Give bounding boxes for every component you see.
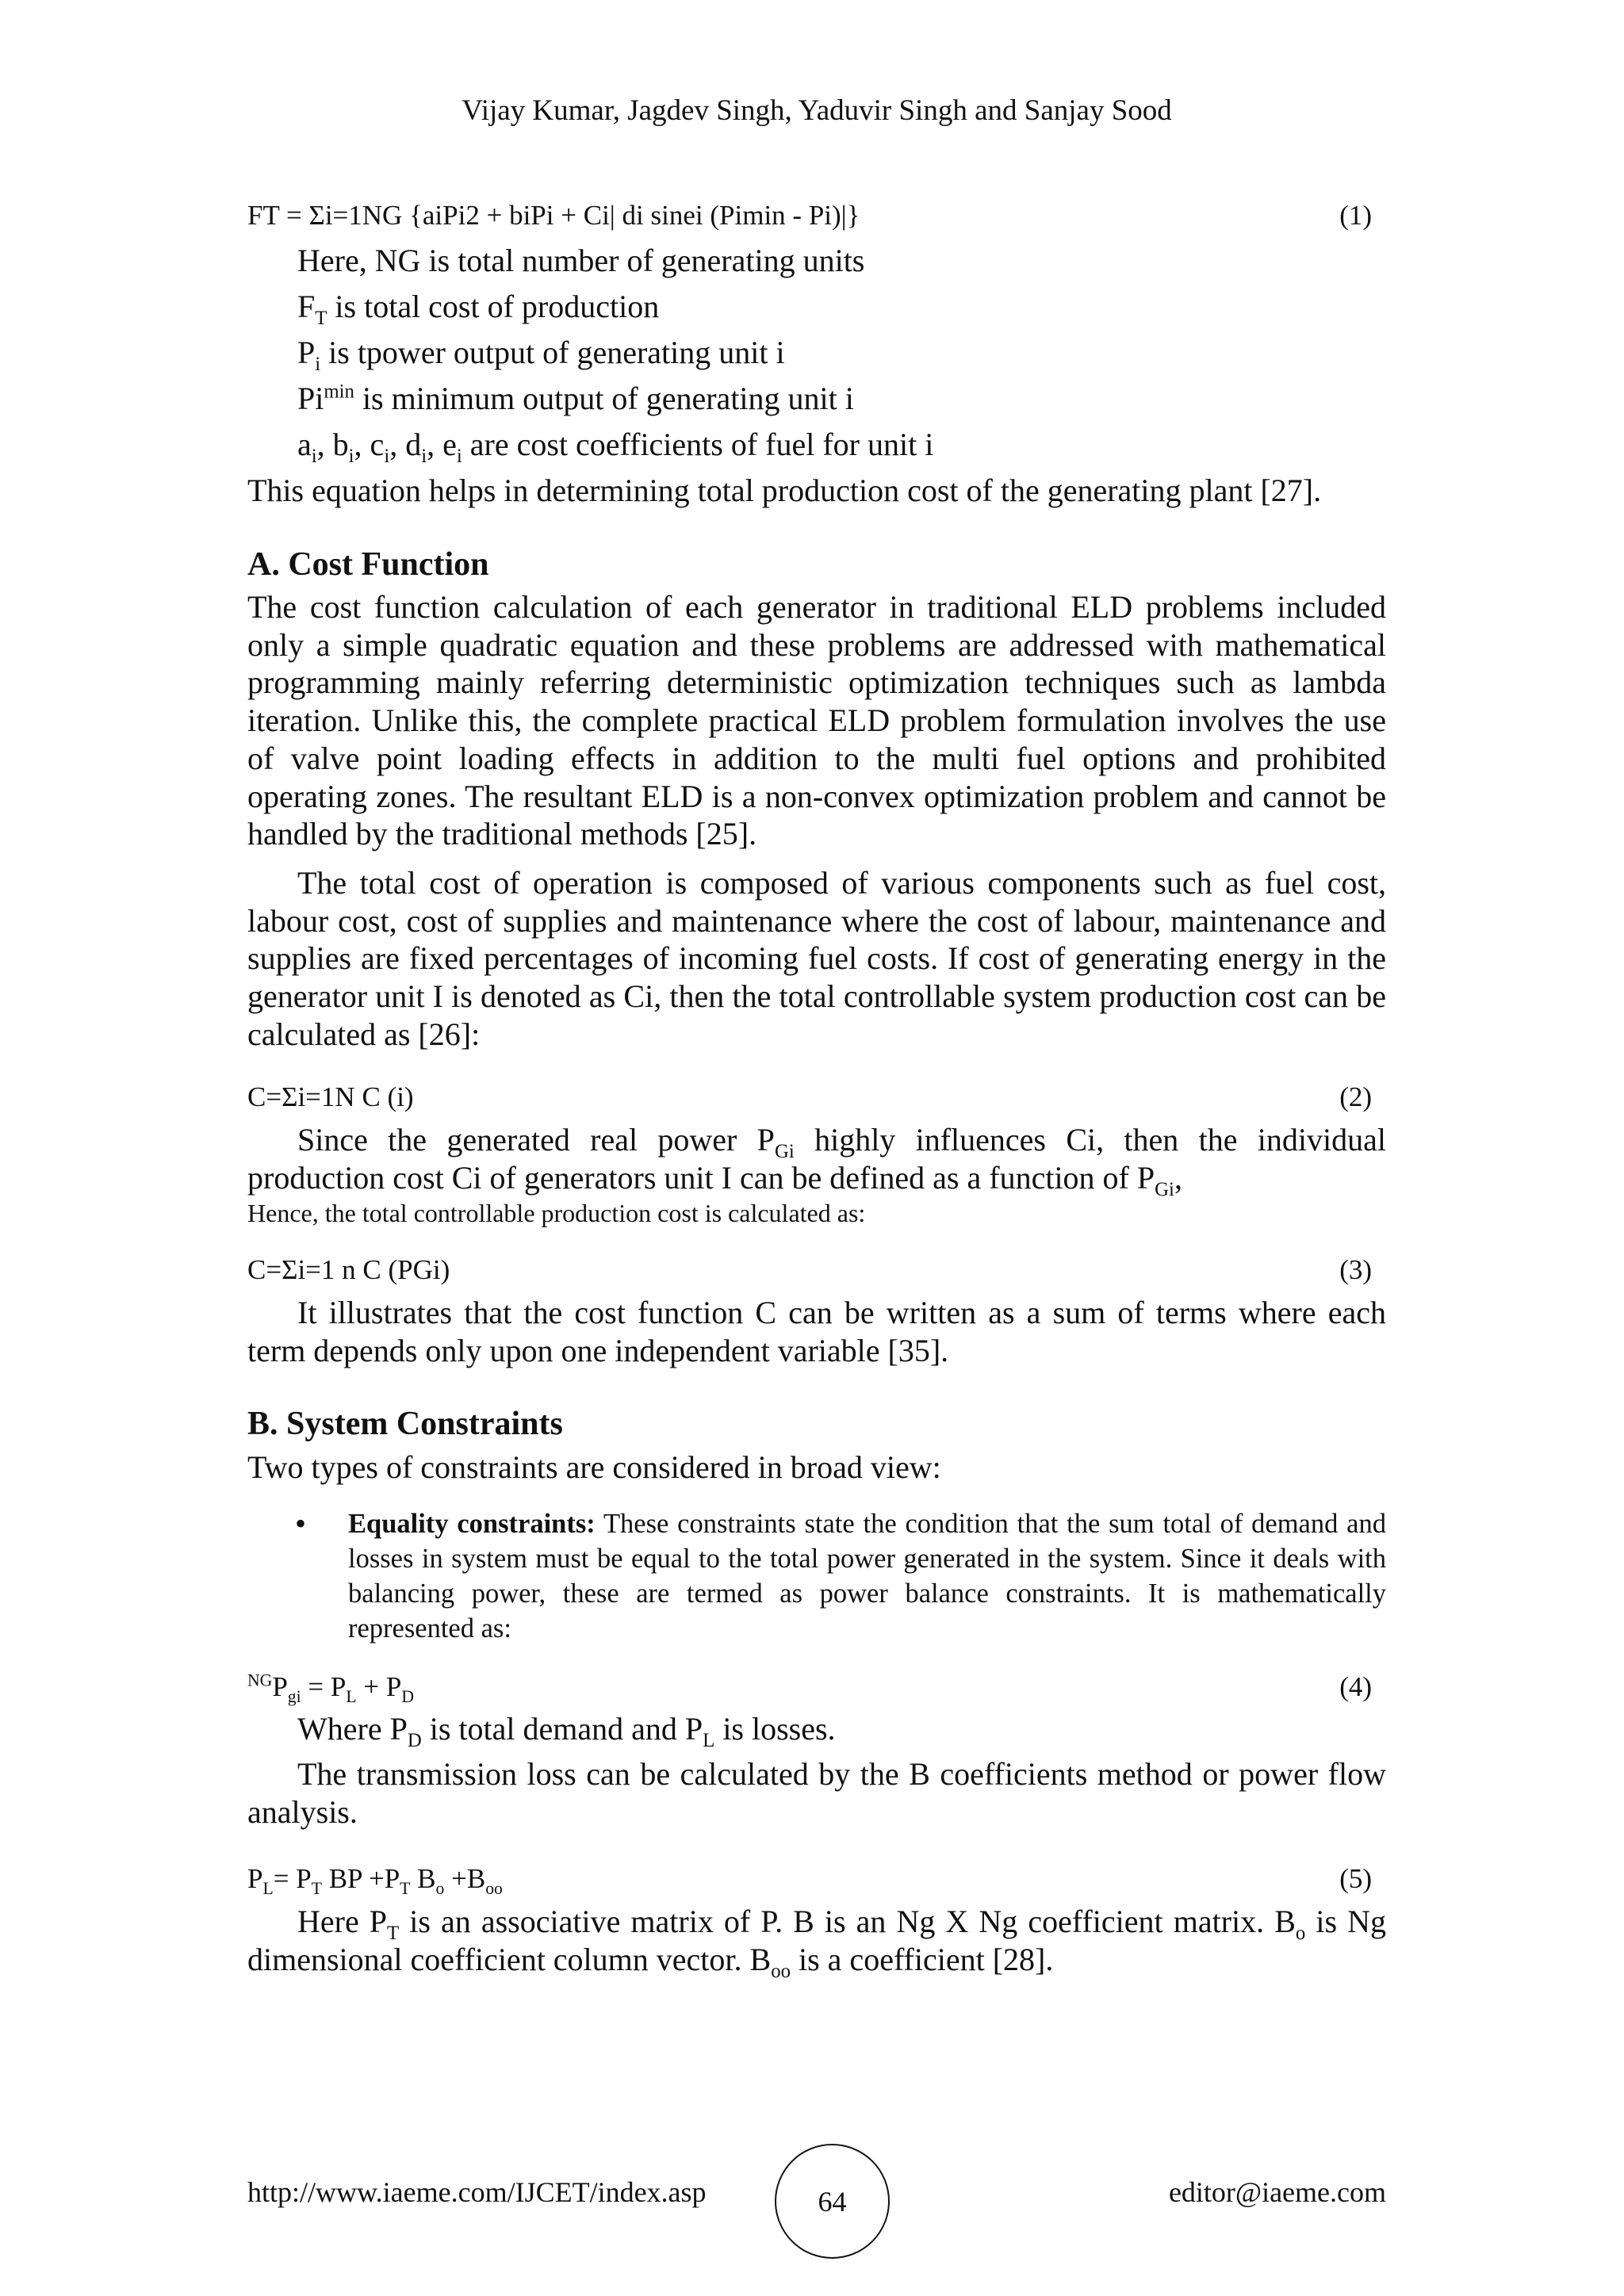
section-b-intro: Two types of constraints are considered in broad view:: [247, 1449, 941, 1485]
definition-coefficients: $a_i$, $b_i$, $c_i$, $d_i$, $e_i$ are cost coefficients of fuel for unit i: [297, 427, 934, 467]
equality-constraints-text: Equality constraints: These constraints state the condition that the sum total of demand and losses in system must be equal to the total power generated in the system. Since it deals with balancing power, these are termed as power balance constraints. It is mathematically represented as:: [348, 1509, 1386, 1644]
transmission-loss-paragraph: The transmission loss can be calculated by the B coefficients method or power flow analysis.: [247, 1756, 1386, 1830]
equation-2: [247, 1080, 1386, 1115]
equation-1-text: FT = Σi=1NG {aiPi2 + biPi + Ci| di sinei (Pimin - Pi)|}: [247, 200, 860, 231]
section-a-paragraph-2: The total cost of operation is composed of various components such as fuel cost, labour cost, cost of supplies and maintenance where the cost of labour, maintenance and supplies are fixed percentages of incoming fuel costs. If cost of generating energy in the generator unit I is denoted as Ci, then the total controllable system production cost can be calculated as [26]:: [247, 865, 1386, 1052]
footer-url[interactable]: http://www.iaeme.com/IJCET/index.asp: [247, 2176, 707, 2208]
page-number: 64: [775, 2144, 890, 2259]
demand-losses-definition: Where $P_D$ is total demand and $P_L$ is losses.: [297, 1711, 836, 1751]
equation-3-number: (3): [1339, 1254, 1372, 1285]
equation-1-number: (1): [1339, 200, 1372, 231]
running-head: Vijay Kumar, Jagdev Singh, Yaduvir Singh and Sanjay Sood: [462, 94, 1172, 127]
equation-1: [247, 198, 1386, 233]
section-a-heading: A. Cost Function: [247, 546, 489, 583]
equality-constraints-bullet: [295, 1506, 1386, 1646]
equation-4-number: (4): [1339, 1671, 1372, 1702]
equation-5-number: (5): [1339, 1863, 1372, 1894]
equation-5-text: $P_L= P_T$ BP $+P_T$ $B_o +B_{oo}$: [247, 1863, 503, 1898]
bullet-dot: •: [295, 1506, 307, 1541]
equation-2-number: (2): [1339, 1081, 1372, 1112]
definition-pi: $P_i$ is tpower output of generating unit i: [297, 335, 785, 375]
hence-note: Hence, the total controllable production cost is calculated as:: [247, 1199, 866, 1227]
section-b-heading: B. System Constraints: [247, 1406, 563, 1442]
equation-3-text: C=Σi=1 n C (PGi): [247, 1254, 450, 1285]
definition-pimin: $Pi^{min}$ is minimum output of generating unit i: [297, 381, 854, 416]
equation-2-text: C=Σi=1N C (i): [247, 1081, 414, 1112]
definition-ng: Here, NG is total number of generating units: [297, 243, 865, 278]
total-cost-sentence: This equation helps in determining total production cost of the generating plant [27].: [247, 473, 1322, 508]
footer-email[interactable]: editor@iaeme.com: [1168, 2176, 1386, 2208]
equation-4: [247, 1670, 1386, 1705]
matrix-definition-paragraph: Here $P_T$ is an associative matrix of P. B is an Ng X Ng coefficient matrix. $B_o$ is Ng dimensional coefficient column vector. $B_{oo}$ is a coefficient [28].: [247, 1904, 1387, 1982]
equation-3: [247, 1253, 1386, 1288]
cost-function-sum-paragraph: It illustrates that the cost function C can be written as a sum of terms where each term depends only upon one independent variable [35].: [247, 1295, 1386, 1368]
definition-ft: $F_T$ is total cost of production: [297, 289, 660, 329]
equation-5: [247, 1862, 1386, 1896]
power-influence-paragraph: Since the generated real power $P_{Gi}$ highly influences Ci, then the individual production cost Ci of generators unit I can be defined as a function of $P_{Gi}$,: [247, 1122, 1387, 1200]
equation-4-text: $^{NG}P_{gi} = P_L + P_D$: [247, 1670, 415, 1706]
section-a-paragraph-1: The cost function calculation of each generator in traditional ELD problems included only a simple quadratic equation and these problems are addressed with mathematical programming mainly referring deterministic optimization techniques such as lambda iteration. Unlike this, the complete practical ELD problem formulation involves the use of valve point loading effects in addition to the multi fuel options and prohibited operating zones. The resultant ELD is a non-convex optimization problem and cannot be handled by the traditional methods [25].: [247, 589, 1386, 852]
